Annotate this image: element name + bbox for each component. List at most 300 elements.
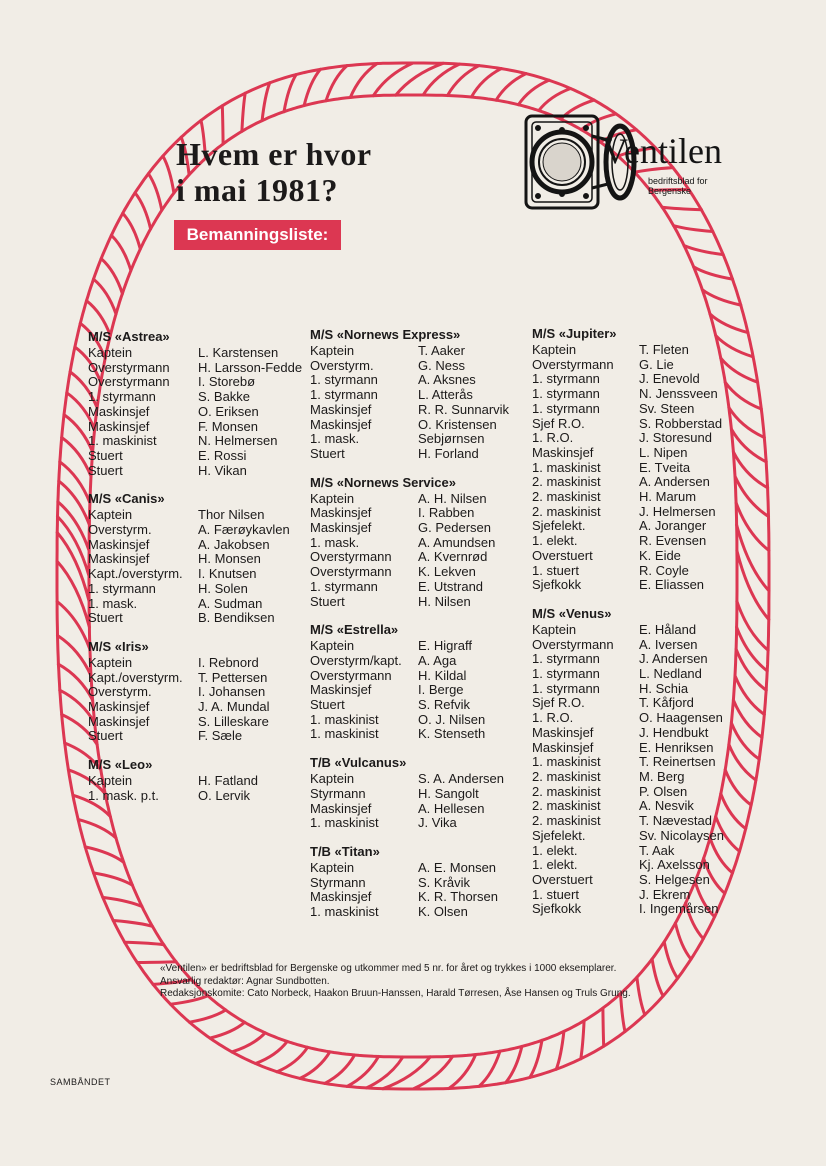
crew-row — [310, 787, 528, 802]
crew-row — [310, 506, 528, 521]
crew-name: N. Helmersen — [198, 433, 278, 449]
crew-role: Styrmann — [310, 785, 366, 801]
crew-role: 1. styrmann — [88, 389, 156, 405]
page-title — [176, 136, 372, 208]
rope-strand — [581, 1021, 584, 1059]
rope-strand — [479, 1051, 500, 1086]
crew-role: Kaptein — [310, 343, 355, 358]
crew-row — [532, 667, 737, 682]
crew-role: 1. styrmann — [310, 387, 378, 403]
crew-name: I. Berge — [418, 682, 464, 698]
crew-name: T. Aak — [639, 842, 675, 858]
crew-name: G. Ness — [418, 357, 465, 373]
crew-role: Kaptein — [88, 345, 133, 360]
crew-name: E. Håland — [639, 621, 697, 637]
crew-row — [532, 785, 737, 800]
crew-role: 1. maskinist — [310, 711, 379, 727]
rope-strand — [277, 1047, 308, 1072]
crew-role: 1. R.O. — [532, 710, 574, 726]
crew-row — [532, 475, 737, 490]
crew-row — [88, 715, 318, 730]
crew-name: J. Ekrem — [639, 886, 691, 902]
crew-role: Maskinsjef — [532, 724, 594, 740]
crew-name: I. Rabben — [418, 505, 475, 521]
crew-name: F. Monsen — [198, 418, 258, 434]
crew-role: Overstuert — [532, 547, 593, 563]
crew-name: K. R. Thorsen — [418, 889, 498, 905]
crew-role: Maskinsjef — [310, 889, 372, 905]
crew-row — [532, 652, 737, 667]
crew-role: Maskinsjef — [88, 551, 150, 567]
crew-name: A. Andersen — [639, 474, 710, 490]
rope-strand — [449, 1055, 476, 1089]
crew-name: F. Sæle — [198, 728, 243, 744]
section-label: Bemanningsliste: — [174, 220, 341, 250]
crew-row — [88, 361, 318, 376]
crew-row — [310, 359, 528, 374]
crew-name: Sebjørnsen — [418, 431, 485, 447]
crew-name: A. Iversen — [639, 636, 698, 652]
ship-block — [532, 606, 737, 917]
crew-row — [310, 580, 528, 595]
ship-name: M/S «Nornews Service» — [310, 474, 456, 490]
crew-row — [88, 375, 318, 390]
crew-row — [532, 873, 737, 888]
crew-name: J. Storesund — [639, 430, 712, 446]
crew-name: I. Knutsen — [198, 566, 257, 582]
crew-role: Overstyrm. — [310, 357, 374, 373]
crew-name: O. Eriksen — [198, 403, 259, 419]
crew-role: Sjefkokk — [532, 901, 582, 917]
ship-block — [88, 757, 318, 803]
crew-name: N. Jenssveen — [639, 386, 718, 402]
crew-row — [310, 344, 528, 359]
crew-name: H. Nilsen — [418, 593, 471, 609]
crew-role: 1. styrmann — [532, 371, 600, 387]
crew-name: A. Aksnes — [418, 372, 476, 388]
crew-role: Overstyrmann — [88, 359, 170, 375]
rope-strand — [684, 246, 723, 255]
crew-role: Stuert — [88, 447, 123, 463]
crew-name: L. Atterås — [418, 387, 473, 403]
crew-name: E. Rossi — [198, 447, 247, 463]
crew-name: S. Kråvik — [418, 874, 471, 890]
crew-role: 2. maskinist — [532, 813, 601, 829]
ship-name: M/S «Estrella» — [310, 622, 399, 638]
crew-role: 1. stuert — [532, 886, 579, 902]
crew-role: 1. elekt. — [532, 857, 578, 873]
crew-name: L. Nipen — [639, 444, 688, 460]
crew-role: Maskinsjef — [88, 699, 150, 715]
crew-name: Thor Nilsen — [198, 507, 265, 523]
crew-role: 1. maskinist — [532, 459, 601, 475]
crew-row — [310, 492, 528, 507]
crew-row — [532, 755, 737, 770]
crew-row — [532, 549, 737, 564]
crew-role: 1. elekt. — [532, 842, 578, 858]
rope-strand — [101, 259, 122, 294]
crew-name: Sv. Steen — [639, 400, 695, 416]
crew-row — [532, 682, 737, 697]
rope-strand — [496, 74, 526, 101]
crew-row — [532, 696, 737, 711]
crew-name: S. Bakke — [198, 389, 251, 405]
ship-block — [310, 622, 528, 742]
crew-name: S. Helgesen — [639, 871, 710, 887]
rope-strand — [413, 1056, 453, 1089]
crew-row — [532, 490, 737, 505]
crew-row — [88, 582, 318, 597]
crew-row — [88, 390, 318, 405]
crew-role: Maskinsjef — [88, 418, 150, 434]
crew-row — [532, 623, 737, 638]
crew-name: H. Vikan — [198, 462, 247, 478]
crew-role: 1. maskinist — [310, 904, 379, 920]
crew-role: Stuert — [88, 728, 123, 744]
crew-role: Overstyrm. — [88, 684, 152, 700]
crew-row — [532, 417, 737, 432]
ship-block — [310, 755, 528, 831]
crew-row — [310, 550, 528, 565]
crew-row — [88, 508, 318, 523]
crew-name: A. Joranger — [639, 518, 707, 534]
rope-strand — [242, 93, 245, 131]
rope-strand — [735, 676, 764, 715]
crew-name: G. Pedersen — [418, 520, 491, 536]
crew-row — [310, 595, 528, 610]
crew-name: T. Pettersen — [198, 669, 268, 685]
crew-name: E. Tveita — [639, 459, 691, 475]
crew-name: Kj. Axelsson — [639, 857, 710, 873]
rope-strand — [94, 873, 133, 885]
crew-row — [310, 772, 528, 787]
crew-name: P. Olsen — [639, 783, 688, 799]
crew-row — [532, 741, 737, 756]
crew-role: 1. styrmann — [532, 666, 600, 682]
crew-name: I. Storebø — [198, 374, 256, 390]
ship-block — [532, 326, 737, 593]
crew-row — [532, 638, 737, 653]
rope-strand — [350, 64, 377, 98]
crew-row — [532, 519, 737, 534]
crew-role: 2. maskinist — [532, 474, 601, 490]
crew-role: Overstyrmann — [532, 356, 614, 372]
crew-name: G. Lie — [639, 356, 674, 372]
crew-role: Stuert — [310, 697, 345, 713]
page-label: SAMBÅNDET — [50, 1077, 111, 1087]
crew-row — [310, 536, 528, 551]
crew-name: A. Aga — [418, 652, 457, 668]
crew-row — [532, 726, 737, 741]
crew-row — [88, 405, 318, 420]
crew-row — [532, 902, 737, 917]
crew-name: H. Solen — [198, 580, 248, 596]
crew-row — [310, 521, 528, 536]
crew-name: Sv. Nicolaysen — [639, 827, 725, 843]
crew-name: O. J. Nilsen — [418, 711, 486, 727]
crew-name: J. Hendbukt — [639, 724, 709, 740]
crew-row — [88, 774, 318, 789]
logo-subtitle: bedriftsblad for Bergenske — [648, 176, 708, 196]
crew-row — [532, 402, 737, 417]
rope-strand — [232, 1033, 265, 1052]
crew-row — [88, 434, 318, 449]
crew-row — [88, 700, 318, 715]
crew-row — [88, 789, 318, 804]
crew-name: T. Reinertsen — [639, 754, 716, 770]
crew-name: A. H. Nilsen — [418, 490, 487, 506]
colophon — [160, 963, 720, 1001]
crew-role: 1. mask. — [88, 595, 138, 611]
crew-name: J. Andersen — [639, 651, 708, 667]
crew-role: Overstyrmann — [310, 564, 392, 580]
page-title-line1: Hvem er hvor — [176, 136, 372, 172]
crew-row — [88, 552, 318, 567]
crew-row — [532, 858, 737, 873]
crew-row — [532, 387, 737, 402]
crew-name: B. Bendiksen — [198, 610, 275, 626]
crew-row — [88, 523, 318, 538]
crew-row — [88, 729, 318, 744]
ship-name: M/S «Astrea» — [88, 329, 170, 344]
ship-block — [88, 329, 318, 478]
crew-row — [88, 656, 318, 671]
rope-strand — [111, 235, 130, 270]
crew-row — [88, 611, 318, 626]
crew-name: O. Kristensen — [418, 416, 497, 432]
ship-name: M/S «Canis» — [88, 491, 165, 507]
crew-role: Sjef R.O. — [532, 695, 585, 711]
crew-name: S. A. Andersen — [418, 771, 505, 787]
crew-name: L. Karstensen — [198, 345, 279, 360]
crew-role: Overstyrm. — [88, 522, 152, 538]
crew-role: Kaptein — [310, 859, 355, 875]
crew-name: H. Sangolt — [418, 785, 479, 801]
crew-role: Maskinsjef — [532, 444, 594, 460]
rope-strand — [506, 1046, 522, 1082]
crew-role: Kaptein — [310, 490, 355, 506]
ship-block — [88, 491, 318, 626]
rope-strand — [603, 1008, 604, 1046]
ship-name: T/B «Vulcanus» — [310, 755, 407, 771]
crew-role: 1. maskinist — [310, 726, 379, 742]
crew-role: Maskinsjef — [310, 800, 372, 816]
rope-strand — [256, 1041, 288, 1063]
crew-name: L. Nedland — [639, 666, 702, 682]
crew-role: Styrmann — [310, 874, 366, 890]
crew-role: 1. styrmann — [88, 580, 156, 596]
crew-row — [532, 829, 737, 844]
crew-role: Maskinsjef — [88, 403, 150, 419]
crew-row — [532, 343, 737, 358]
crew-role: Sjefelekt. — [532, 518, 586, 534]
rope-strand — [163, 156, 174, 193]
crew-name: H. Marum — [639, 489, 697, 505]
crew-row — [88, 671, 318, 686]
ventilen-logo — [520, 106, 740, 220]
crew-role: Kaptein — [310, 771, 355, 787]
crew-name: E. Higraff — [418, 638, 472, 654]
crew-row — [310, 713, 528, 728]
crew-role: 2. maskinist — [532, 798, 601, 814]
rope-strand — [530, 1040, 542, 1077]
crew-row — [310, 447, 528, 462]
crew-row — [310, 639, 528, 654]
crew-role: 2. maskinist — [532, 503, 601, 519]
crew-name: H. Larsson-Fedde — [198, 359, 303, 375]
crew-role: 1. styrmann — [532, 400, 600, 416]
crew-role: Maskinsjef — [88, 713, 150, 729]
crew-role: 1. maskinist — [532, 754, 601, 770]
rope-strand — [148, 174, 161, 211]
crew-name: S. Lilleskare — [198, 713, 269, 729]
rope-strand — [471, 69, 501, 97]
crew-name: I. Rebnord — [198, 654, 259, 670]
rope-strand — [210, 1022, 245, 1038]
crew-row — [532, 799, 737, 814]
crew-row — [310, 905, 528, 920]
crew-role: Overstuert — [532, 871, 593, 887]
ship-name: T/B «Titan» — [310, 843, 380, 859]
crew-row — [310, 698, 528, 713]
crew-row — [310, 890, 528, 905]
crew-name: T. Fleten — [639, 342, 689, 357]
rope-strand — [58, 502, 89, 551]
crew-role: 2. maskinist — [532, 783, 601, 799]
crew-role: Kaptein — [88, 773, 133, 789]
crew-row — [88, 420, 318, 435]
crew-role: Maskinsjef — [310, 520, 372, 536]
crew-row — [310, 403, 528, 418]
rope-strand — [123, 213, 141, 249]
crew-role: Stuert — [88, 462, 123, 478]
crew-row — [88, 538, 318, 553]
crew-role: 1. mask. — [310, 534, 360, 550]
crew-row — [532, 505, 737, 520]
crew-row — [532, 564, 737, 579]
colophon-line: Ansvarlig redaktør: Agnar Sundbotten. — [160, 975, 330, 987]
crew-row — [310, 654, 528, 669]
crew-role: Stuert — [310, 593, 345, 609]
crew-row — [310, 861, 528, 876]
crew-row — [310, 432, 528, 447]
crew-name: J. Helmersen — [639, 503, 716, 519]
logo-title: Ventilen — [602, 131, 722, 171]
crew-row — [532, 814, 737, 829]
ship-name: M/S «Leo» — [88, 757, 153, 773]
rope-strand — [674, 226, 713, 232]
crew-role: Sjef R.O. — [532, 415, 585, 431]
ship-name: M/S «Iris» — [88, 638, 149, 654]
crew-row — [88, 597, 318, 612]
crew-column-2 — [310, 327, 528, 933]
rope-strand — [62, 438, 91, 477]
crew-name: A. Færøykavlen — [198, 522, 290, 538]
crew-row — [532, 534, 737, 549]
rope-strand — [125, 942, 164, 945]
ship-block — [310, 327, 528, 462]
rope-strand — [135, 193, 151, 229]
crew-role: 1. styrmann — [532, 680, 600, 696]
crew-row — [532, 358, 737, 373]
rope-strand — [304, 69, 320, 105]
crew-role: Overstyrmann — [310, 549, 392, 565]
rope-strand — [326, 66, 347, 101]
ship-block — [88, 639, 318, 744]
crew-role: 1. elekt. — [532, 533, 578, 549]
page-title-line2: i mai 1981? — [176, 172, 338, 208]
crew-row — [310, 565, 528, 580]
ship-name: M/S «Venus» — [532, 605, 612, 621]
crew-role: Overstyrm/kapt. — [310, 652, 402, 668]
crew-row — [532, 578, 737, 593]
ship-block — [310, 475, 528, 610]
crew-row — [532, 431, 737, 446]
crew-role: 1. R.O. — [532, 430, 574, 446]
crew-name: R. Evensen — [639, 533, 707, 549]
crew-row — [88, 346, 318, 361]
crew-row — [532, 446, 737, 461]
crew-name: A. Nesvik — [639, 798, 694, 814]
crew-name: H. Fatland — [198, 773, 258, 789]
crew-name: H. Schia — [639, 680, 689, 696]
rope-strand — [694, 267, 733, 279]
crew-row — [532, 770, 737, 785]
crew-name: K. Lekven — [418, 564, 476, 580]
crew-role: 1. maskinist — [310, 815, 379, 831]
crew-name: R. R. Sunnarvik — [418, 401, 510, 417]
crew-role: Maskinsjef — [310, 416, 372, 432]
crew-row — [88, 464, 318, 479]
crew-role: Maskinsjef — [310, 682, 372, 698]
crew-name: T. Aaker — [418, 343, 465, 358]
rope-strand — [113, 921, 152, 927]
crew-name: J. A. Mundal — [198, 699, 270, 715]
crew-role: Sjefelekt. — [532, 827, 586, 843]
crew-role: Stuert — [88, 610, 123, 626]
crew-row — [532, 844, 737, 859]
crew-name: O. Haagensen — [639, 710, 723, 726]
crew-name: H. Forland — [418, 445, 479, 461]
crew-role: Overstyrmann — [310, 667, 392, 683]
crew-row — [88, 449, 318, 464]
crew-row — [532, 461, 737, 476]
crew-name: A. Amundsen — [418, 534, 496, 550]
crew-role: Sjefkokk — [532, 577, 582, 593]
crew-role: 1. mask. p.t. — [88, 787, 159, 803]
crew-name: A. Hellesen — [418, 800, 485, 816]
rope-strand — [190, 1010, 226, 1022]
crew-name: A. Jakobsen — [198, 536, 270, 552]
crew-row — [310, 418, 528, 433]
rope-strand — [300, 1052, 330, 1079]
crew-name: H. Kildal — [418, 667, 467, 683]
crew-name: A. Sudman — [198, 595, 263, 611]
crew-name: H. Monsen — [198, 551, 261, 567]
crew-role: 1. styrmann — [532, 386, 600, 402]
crew-role: Maskinsjef — [88, 536, 150, 552]
crew-role: Kaptein — [88, 654, 133, 670]
crew-name: T. Kåfjord — [639, 695, 694, 711]
crew-row — [310, 388, 528, 403]
crew-role: 2. maskinist — [532, 489, 601, 505]
crew-name: E. Utstrand — [418, 578, 484, 594]
crew-role: Kapt./overstyrm. — [88, 669, 183, 685]
crew-role: 1. styrmann — [310, 372, 378, 388]
ship-name: M/S «Jupiter» — [532, 326, 617, 341]
crew-role: Maskinsjef — [310, 401, 372, 417]
crew-name: I. Ingemårsen — [639, 901, 719, 917]
